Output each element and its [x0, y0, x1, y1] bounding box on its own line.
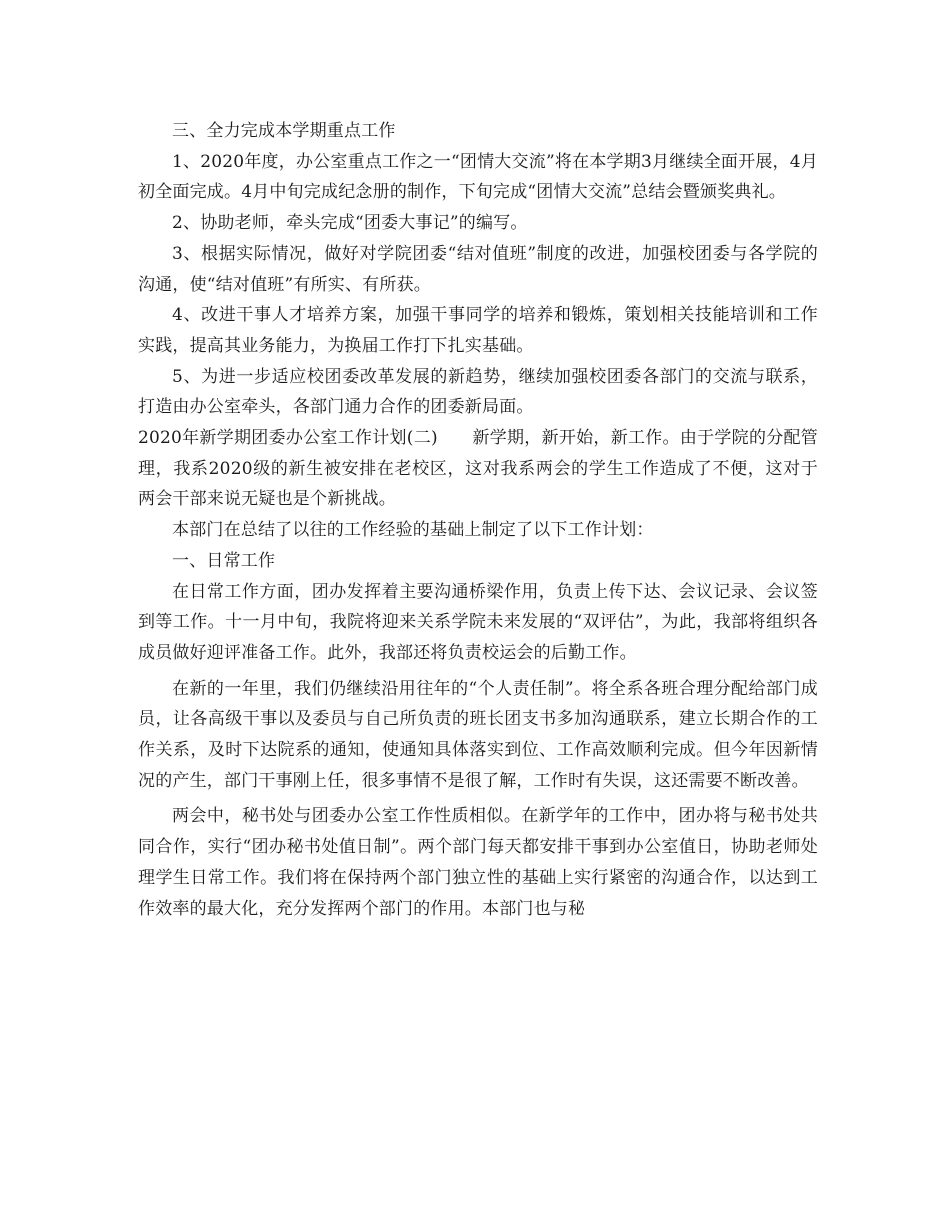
paragraph-secretariat-cooperation: 两会中，秘书处与团委办公室工作性质相似。在新学年的工作中，团办将与秘书处共同合作，实行“团办秘书处值日制”。两个部门每天都安排干事到办公室值日，协助老师处理学生日常工作。我们将在保持两个部门独立性的基础上实行紧密的沟通合作，以达到工作效率的最大化，充分发挥两个部门的作用。本部门也与秘: [138, 806, 818, 919]
paragraph-daily-work: 在日常工作方面，团办发挥着主要沟通桥梁作用，负责上传下达、会议记录、会议签到等工作。十一月中旬，我院将迎来关系学院未来发展的“双评估”，为此，我部将组织各成员做好迎评准备工作。此外，我部还将负责校运会的后勤工作。: [138, 581, 818, 663]
paragraph-responsibility-system: 在新的一年里，我们仍继续沿用往年的“个人责任制”。将全系各班合理分配给部门成员，让各高级干事以及委员与自己所负责的班长团支书多加沟通联系，建立长期合作的工作关系，及时下达院系的通知，使通知具体落实到位、工作高效顺利完成。但今年因新情况的产生，部门干事刚上任，很多事情不是很了解，工作时有失误，这还需要不断改善。: [138, 678, 818, 791]
paragraph-item-3: 3、根据实际情况，做好对学院团委“结对值班”制度的改进，加强校团委与各学院的沟通，使“结对值班”有所实、有所获。: [138, 243, 818, 295]
plan-two-title-paragraph: 2020年新学期团委办公室工作计划(二) 新学期，新开始，新工作。由于学院的分配管理，我系2020级的新生被安排在老校区，这对我系两会的学生工作造成了不便，这对于两会干部来说无疑也是个新挑战。: [138, 428, 818, 510]
section-heading-daily-work: 一、日常工作: [172, 550, 276, 571]
document-body: [138, 116, 818, 924]
section-heading-key-work: 三、全力完成本学期重点工作: [172, 121, 396, 141]
paragraph-item-4: 4、改进干事人才培养方案，加强干事同学的培养和锻炼，策划相关技能培训和工作实践，提高其业务能力，为换届工作打下扎实基础。: [138, 305, 818, 356]
paragraph-intro: 本部门在总结了以往的工作经验的基础上制定了以下工作计划：: [172, 520, 654, 541]
paragraph-item-5: 5、为进一步适应校团委改革发展的新趋势，继续加强校团委各部门的交流与联系，打造由办公室牵头，各部门通力合作的团委新局面。: [138, 366, 818, 418]
paragraph-item-1: 1、2020年度，办公室重点工作之一“团情大交流”将在本学期3月继续全面开展，4月初全面完成。4月中旬完成纪念册的制作，下旬完成“团情大交流”总结会暨颁奖典礼。: [138, 151, 818, 203]
paragraph-item-2: 2、协助老师，牵头完成“团委大事记”的编写。: [172, 213, 528, 234]
